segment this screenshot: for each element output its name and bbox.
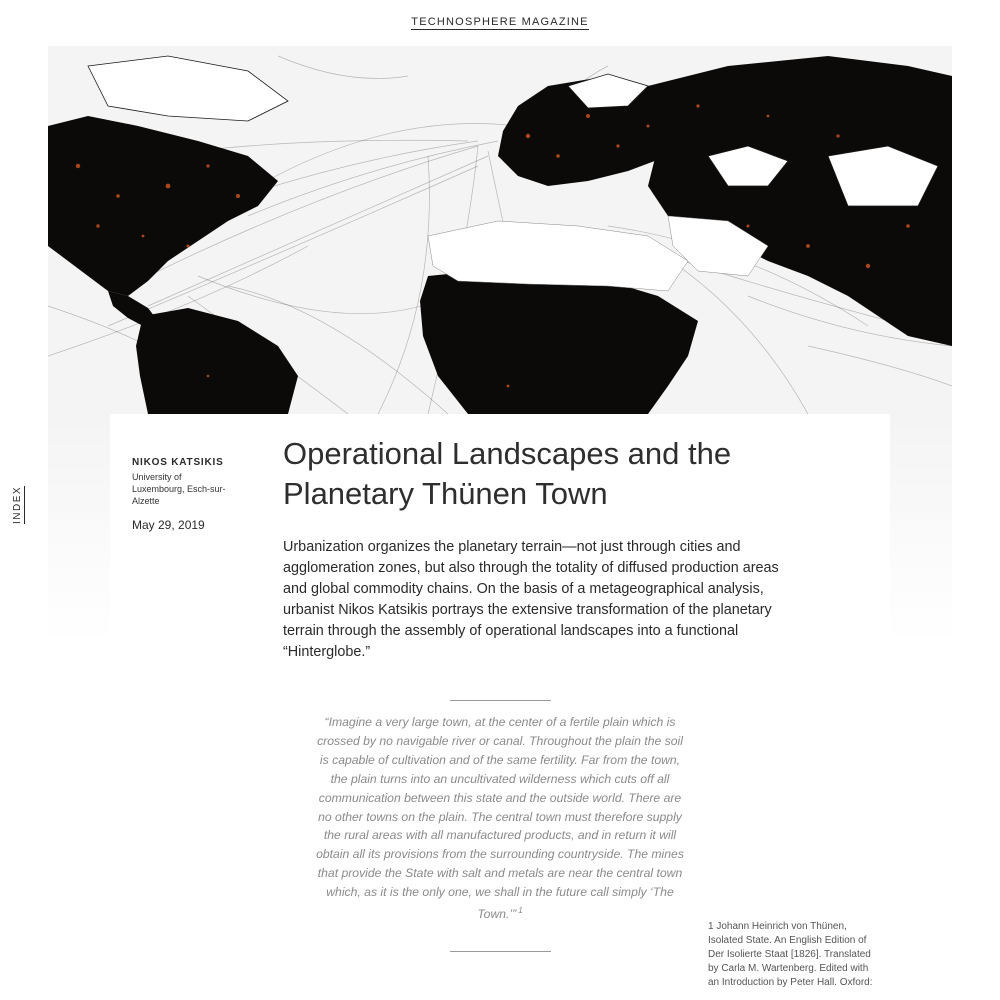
world-map-shipping-routes-icon bbox=[48, 46, 952, 414]
quote-top-rule bbox=[450, 700, 551, 701]
footnote: 1 Johann Heinrich von Thünen, Isolated State. An English Edition of Der Isolierte Staat [1826]. Translated by Carla M. Wartenberg. Edited with an Introduction by Peter Hall. Oxford: bbox=[708, 921, 873, 988]
publish-date: May 29, 2019 bbox=[132, 518, 205, 532]
hero-image bbox=[48, 46, 952, 414]
author-affiliation: University of Luxembourg, Esch-sur-Alzette bbox=[132, 472, 226, 506]
index-tab[interactable] bbox=[10, 486, 30, 526]
byline bbox=[132, 457, 232, 507]
quote-bottom-rule bbox=[450, 951, 551, 952]
epigraph-quote bbox=[314, 713, 686, 924]
magazine-title-link[interactable]: TECHNOSPHERE MAGAZINE bbox=[411, 16, 589, 28]
masthead bbox=[0, 16, 1000, 28]
author-name[interactable]: NIKOS KATSIKIS bbox=[132, 457, 224, 468]
article-title: Operational Landscapes and the Planetary Thünen Town bbox=[283, 436, 732, 511]
article-lede: Urbanization organizes the planetary terrain—not just through cities and agglomeration zones, but also through the totality of diffused production areas and global commodity chains. On the basis of a metageographical analysis, urbanist Nikos Katsikis portrays the extensive transformation of the planetary terrain through the assembly of operational landscapes into a functional “Hinterglobe.” bbox=[283, 539, 779, 660]
index-label[interactable]: INDEX bbox=[12, 485, 23, 524]
footnote-ref[interactable]: 1 bbox=[518, 906, 523, 916]
epigraph-text: “Imagine a very large town, at the center of a fertile plain which is crossed by no navigable river or canal. Throughout the plain the soil is capable of cultivation and of the same fertility. Far from the town, the plain turns into an uncultivated wilderness which cuts off all communication between this state and the outside world. There are no other towns on the plain. The central town must therefore supply the rural areas with all manufactured products, and in return it will obtain all its provisions from the surrounding countryside. The mines that provide the State with salt and metals are near the central town which, as it is the only one, we shall in the future call simply ‘The Town.’” bbox=[316, 715, 684, 922]
